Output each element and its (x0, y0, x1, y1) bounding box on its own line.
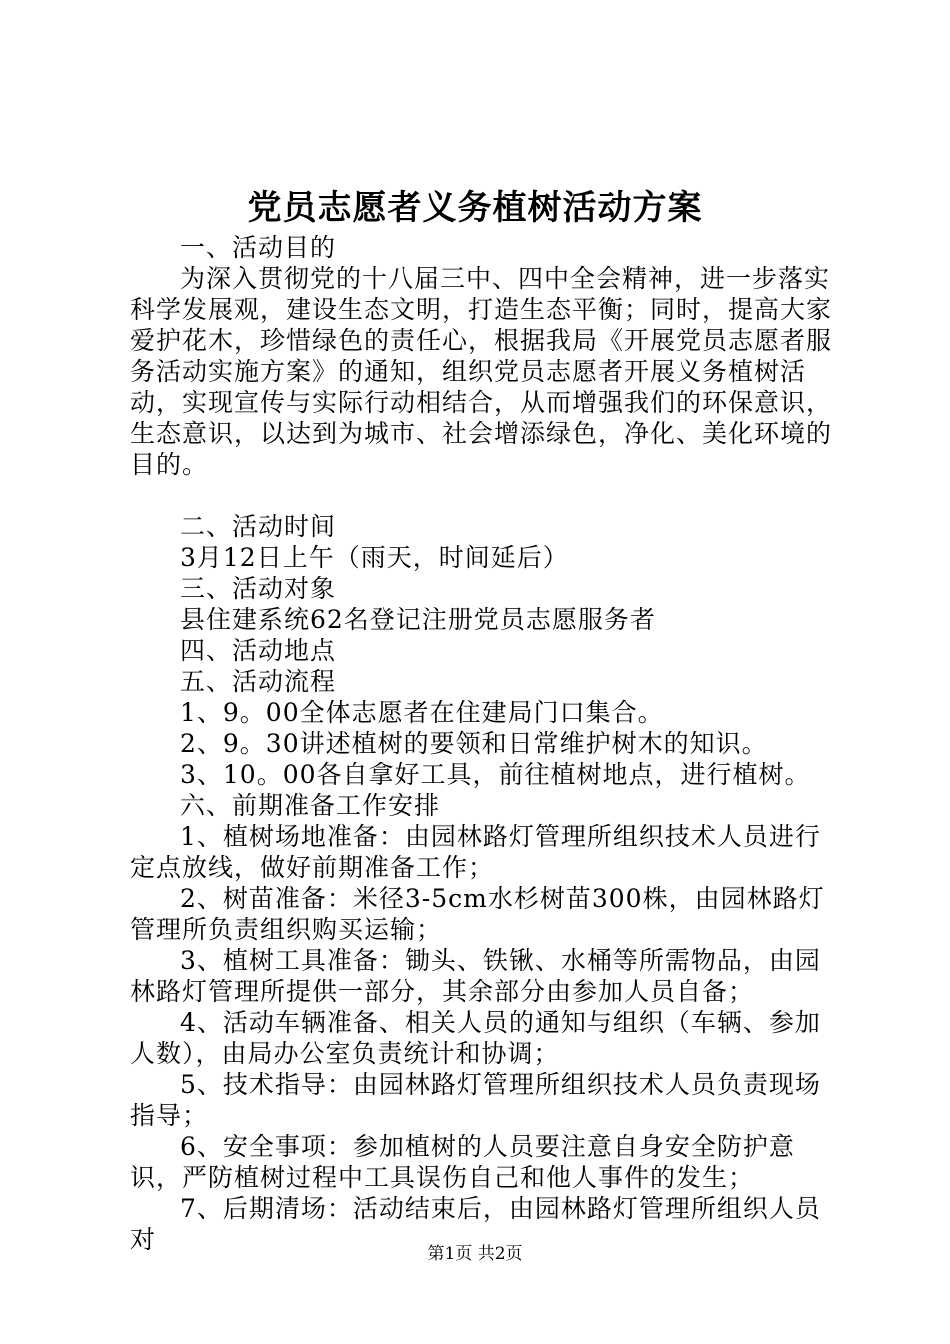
process-step-3: 3、10。00各自拿好工具，前往植树地点，进行植树。 (180, 760, 811, 789)
section-heading-process: 五、活动流程 (180, 667, 337, 696)
preparation-item-3: 3、植树工具准备：锄头、铁锹、水桶等所需物品，由园林路灯管理所提供一部分，其余部分由参加人员自备； (130, 946, 821, 1006)
document-title: 党员志愿者义务植树活动方案 (247, 188, 703, 228)
section-heading-purpose: 一、活动目的 (180, 233, 337, 262)
purpose-paragraph: 为深入贯彻党的十八届三中、四中全会精神，进一步落实科学发展观，建设生态文明，打造生态平衡；同时，提高大家爱护花木，珍惜绿色的责任心，根据我局《开展党员志愿者服务活动实施方案》的通知，组织党员志愿者开展义务植树活动，实现宣传与实际行动相结合，从而增强我们的环保意识，生态意识，以达到为城市、社会增添绿色，净化、美化环境的目的。 (130, 264, 833, 479)
preparation-item-1: 1、植树场地准备：由园林路灯管理所组织技术人员进行定点放线，做好前期准备工作； (130, 822, 821, 882)
paragraph-spacer (130, 480, 846, 511)
process-step-1: 1、9。00全体志愿者在住建局门口集合。 (180, 698, 664, 727)
section-heading-time: 二、活动时间 (180, 512, 337, 541)
preparation-item-5: 5、技术指导：由园林路灯管理所组织技术人员负责现场指导； (130, 1070, 821, 1130)
preparation-item-2: 2、树苗准备：米径3-5cm水杉树苗300株，由园林路灯管理所负责组织购买运输； (130, 884, 825, 944)
page-number-footer: 第1页 共2页 (427, 1244, 523, 1264)
document-body (130, 232, 846, 1255)
time-text: 3月12日上午（雨天，时间延后） (180, 543, 569, 572)
preparation-item-6: 6、安全事项：参加植树的人员要注意自身安全防护意识，严防植树过程中工具误伤自己和他人事件的发生； (130, 1132, 795, 1192)
section-heading-location: 四、活动地点 (180, 636, 337, 665)
process-step-2: 2、9。30讲述植树的要领和日常维护树木的知识。 (180, 729, 768, 758)
section-heading-preparation: 六、前期准备工作安排 (180, 791, 441, 820)
preparation-item-4: 4、活动车辆准备、相关人员的通知与组织（车辆、参加人数），由局办公室负责统计和协调； (130, 1008, 821, 1068)
preparation-item-7: 7、后期清场：活动结束后，由园林路灯管理所组织人员对 (130, 1194, 821, 1254)
participants-text: 县住建系统62名登记注册党员志愿服务者 (180, 605, 656, 634)
section-heading-participants: 三、活动对象 (180, 574, 337, 603)
